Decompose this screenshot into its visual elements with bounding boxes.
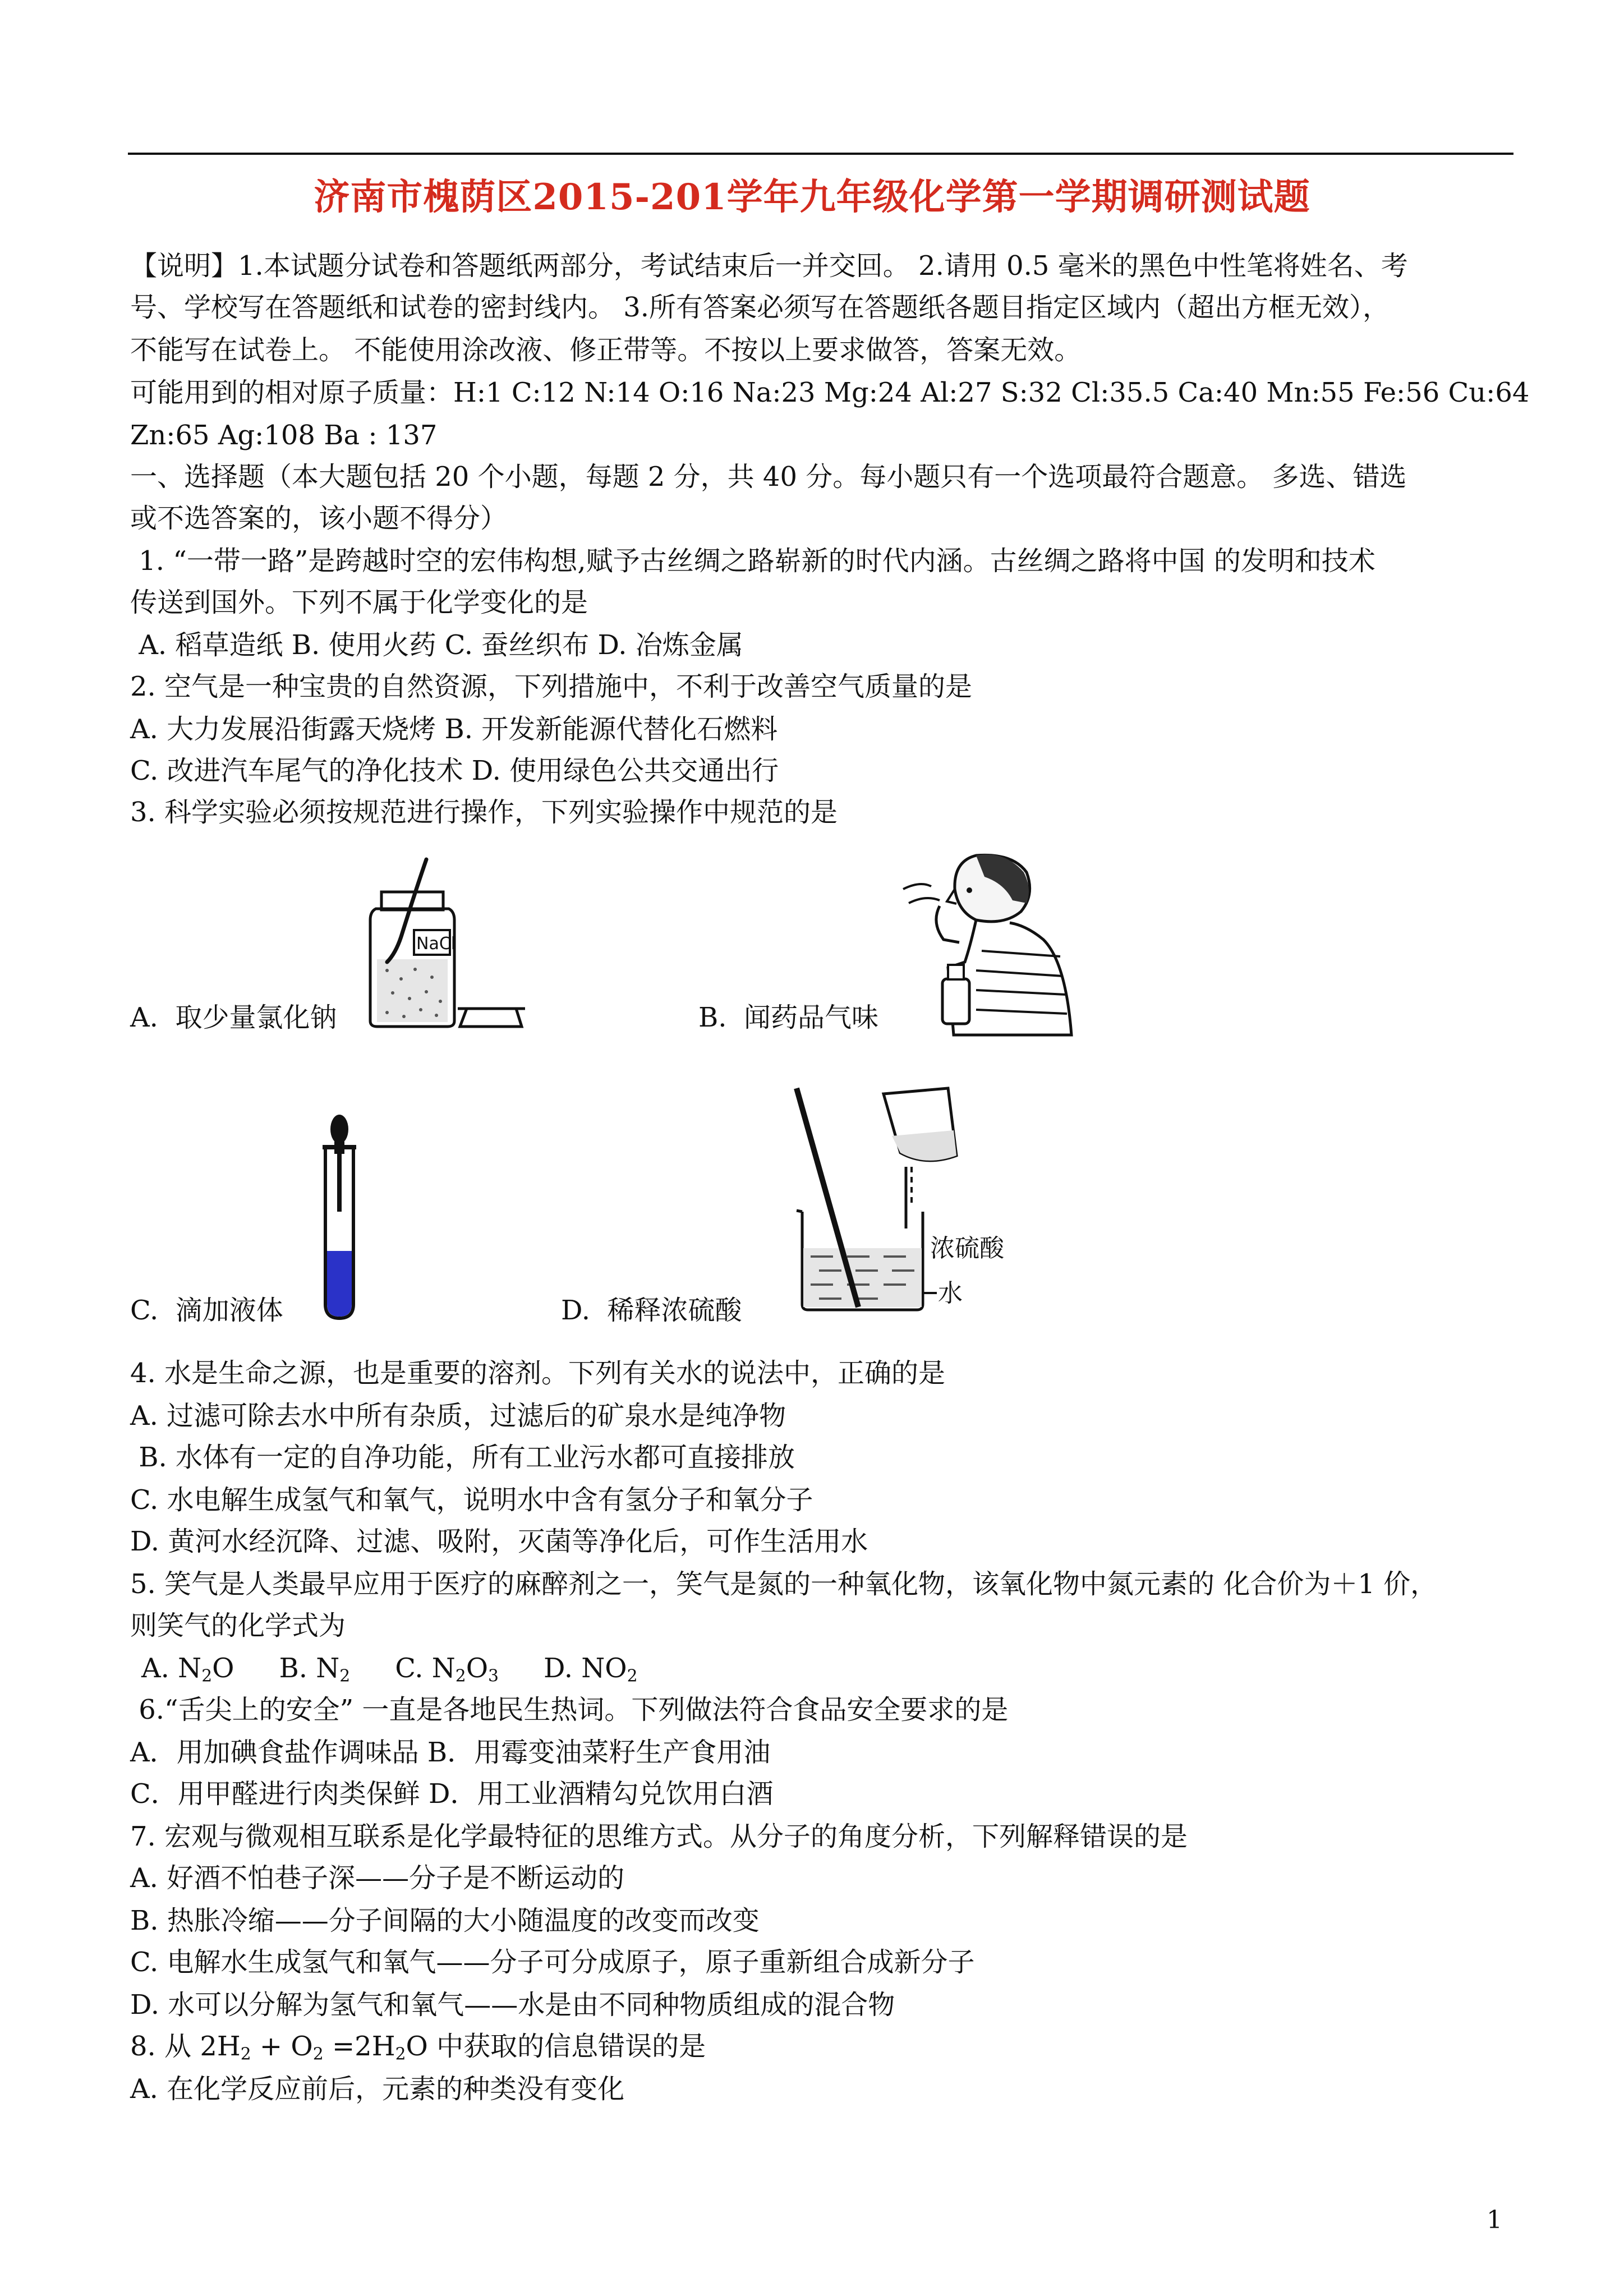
section-header-line-1: 一、选择题（本大题包括 20 个小题，每题 2 分，共 40 分。每小题只有一个选项最符合题意。 多选、错选 <box>130 461 1407 493</box>
q4-option-c: C. 水电解生成氢气和氧气，说明水中含有氢分子和氧分子 <box>130 1484 813 1516</box>
q6-options-line-2: C．用甲醛进行肉类保鲜 D．用工业酒精勾兑饮用白酒 <box>130 1778 774 1810</box>
q2-options-line-2: C. 改进汽车尾气的净化技术 D. 使用绿色公共交通出行 <box>130 755 779 786</box>
q7-option-a: A. 好酒不怕巷子深——分子是不断运动的 <box>130 1862 625 1894</box>
jar-label: NaCl <box>416 934 456 954</box>
header-rule <box>128 153 1513 155</box>
water-label: 水 <box>938 1279 963 1308</box>
q7-option-d: D. 水可以分解为氢气和氧气——水是由不同种物质组成的混合物 <box>130 1989 895 2021</box>
dilute-acid-figure <box>785 1083 1004 1318</box>
q8-option-a: A. 在化学反应前后，元素的种类没有变化 <box>130 2073 625 2105</box>
nacl-jar-figure <box>348 858 527 1032</box>
q1-options: A. 稻草造纸 B. 使用火药 C. 蚕丝织布 D. 冶炼金属 <box>130 629 743 661</box>
instructions-line-1: 【说明】1.本试题分试卷和答题纸两部分，考试结束后一并交回。 2.请用 0.5 毫米的黑色中性笔将姓名、考 <box>130 250 1408 282</box>
q7-option-b: B. 热胀冷缩——分子间隔的大小随温度的改变而改变 <box>130 1905 760 1936</box>
q7-stem: 7. 宏观与微观相互联系是化学最特征的思维方式。从分子的角度分析，下列解释错误的是 <box>130 1821 1188 1852</box>
q1-stem-line-1: 1. “一带一路”是跨越时空的宏伟构想,赋予古丝绸之路崭新的时代内涵。古丝绸之路将中国 的发明和技术 <box>130 545 1375 577</box>
q1-stem-line-2: 传送到国外。下列不属于化学变化的是 <box>130 587 588 618</box>
q5-opt-c: C. N <box>395 1653 456 1684</box>
atomic-masses-line-2: Zn:65 Ag:108 Ba : 137 <box>130 420 438 451</box>
instructions-line-3: 不能写在试卷上。 不能使用涂改液、修正带等。不按以上要求做答，答案无效。 <box>130 334 1082 366</box>
atomic-masses-line-1: 可能用到的相对原子质量：H:1 C:12 N:14 O:16 Na:23 Mg:24 Al:27 S:32 Cl:35.5 Ca:40 Mn:55 Fe:56 Cu:64 <box>130 377 1530 408</box>
q7-option-c: C. 电解水生成氢气和氧气——分子可分成原子，原子重新组合成新分子 <box>130 1947 975 1978</box>
acid-label: 浓硫酸 <box>930 1234 1004 1263</box>
q3-option-c: C. 滴加液体 <box>130 1295 283 1326</box>
section-header-line-2: 或不选答案的，该小题不得分） <box>130 503 508 534</box>
dropper-figure <box>314 1114 365 1321</box>
q2-stem: 2. 空气是一种宝贵的自然资源，下列措施中，不利于改善空气质量的是 <box>130 671 973 702</box>
q3-stem: 3. 科学实验必须按规范进行操作，下列实验操作中规范的是 <box>130 797 838 828</box>
q4-stem: 4. 水是生命之源，也是重要的溶剂。下列有关水的说法中，正确的是 <box>130 1358 946 1389</box>
q4-option-d: D. 黄河水经沉降、过滤、吸附，灭菌等净化后，可作生活用水 <box>130 1526 868 1557</box>
q8-stem: 8. 从 $2H_2 + O_2 =2H_2O$ 中获取的信息错误的是 <box>130 2031 706 2064</box>
q4-option-a: A. 过滤可除去水中所有杂质，过滤后的矿泉水是纯净物 <box>130 1400 786 1432</box>
q4-option-b: B. 水体有一定的自净功能，所有工业污水都可直接排放 <box>130 1442 795 1473</box>
q6-stem: 6.“舌尖上的安全” 一直是各地民生热词。下列做法符合食品安全要求的是 <box>130 1694 1009 1726</box>
q5-stem-line-1: 5. 笑气是人类最早应用于医疗的麻醉剂之一，笑气是氮的一种氧化物，该氧化物中氮元素的 化合价为＋1 价， <box>130 1568 1438 1600</box>
page-number: 1 <box>1487 2206 1502 2234</box>
smell-figure <box>892 850 1077 1035</box>
q5-options: A. $N_2O$ B. $N_2$ C. $N_2O_3$ D. $NO_2$ <box>141 1653 638 1686</box>
q6-options-line-1: A．用加碘食盐作调味品 B．用霉变油菜籽生产食用油 <box>130 1737 771 1768</box>
q3-option-d: D. 稀释浓硫酸 <box>561 1295 742 1326</box>
q3-option-a: A. 取少量氯化钠 <box>130 1002 337 1033</box>
q2-options-line-1: A. 大力发展沿街露天烧烤 B. 开发新能源代替化石燃料 <box>130 714 778 745</box>
q5-stem-line-2: 则笑气的化学式为 <box>130 1610 346 1641</box>
q5-opt-d: D. NO <box>543 1653 627 1684</box>
q5-opt-b: B. N <box>279 1653 340 1684</box>
q3-option-b: B. 闻药品气味 <box>698 1002 879 1033</box>
page-title: 济南市槐荫区2015-201学年九年级化学第一学期调研测试题 <box>314 176 1310 218</box>
q5-opt-a: A. N <box>141 1653 202 1684</box>
instructions-line-2: 号、学校写在答题纸和试卷的密封线内。 3.所有答案必须写在答题纸各题目指定区域内（超出方框无效）， <box>130 292 1390 323</box>
